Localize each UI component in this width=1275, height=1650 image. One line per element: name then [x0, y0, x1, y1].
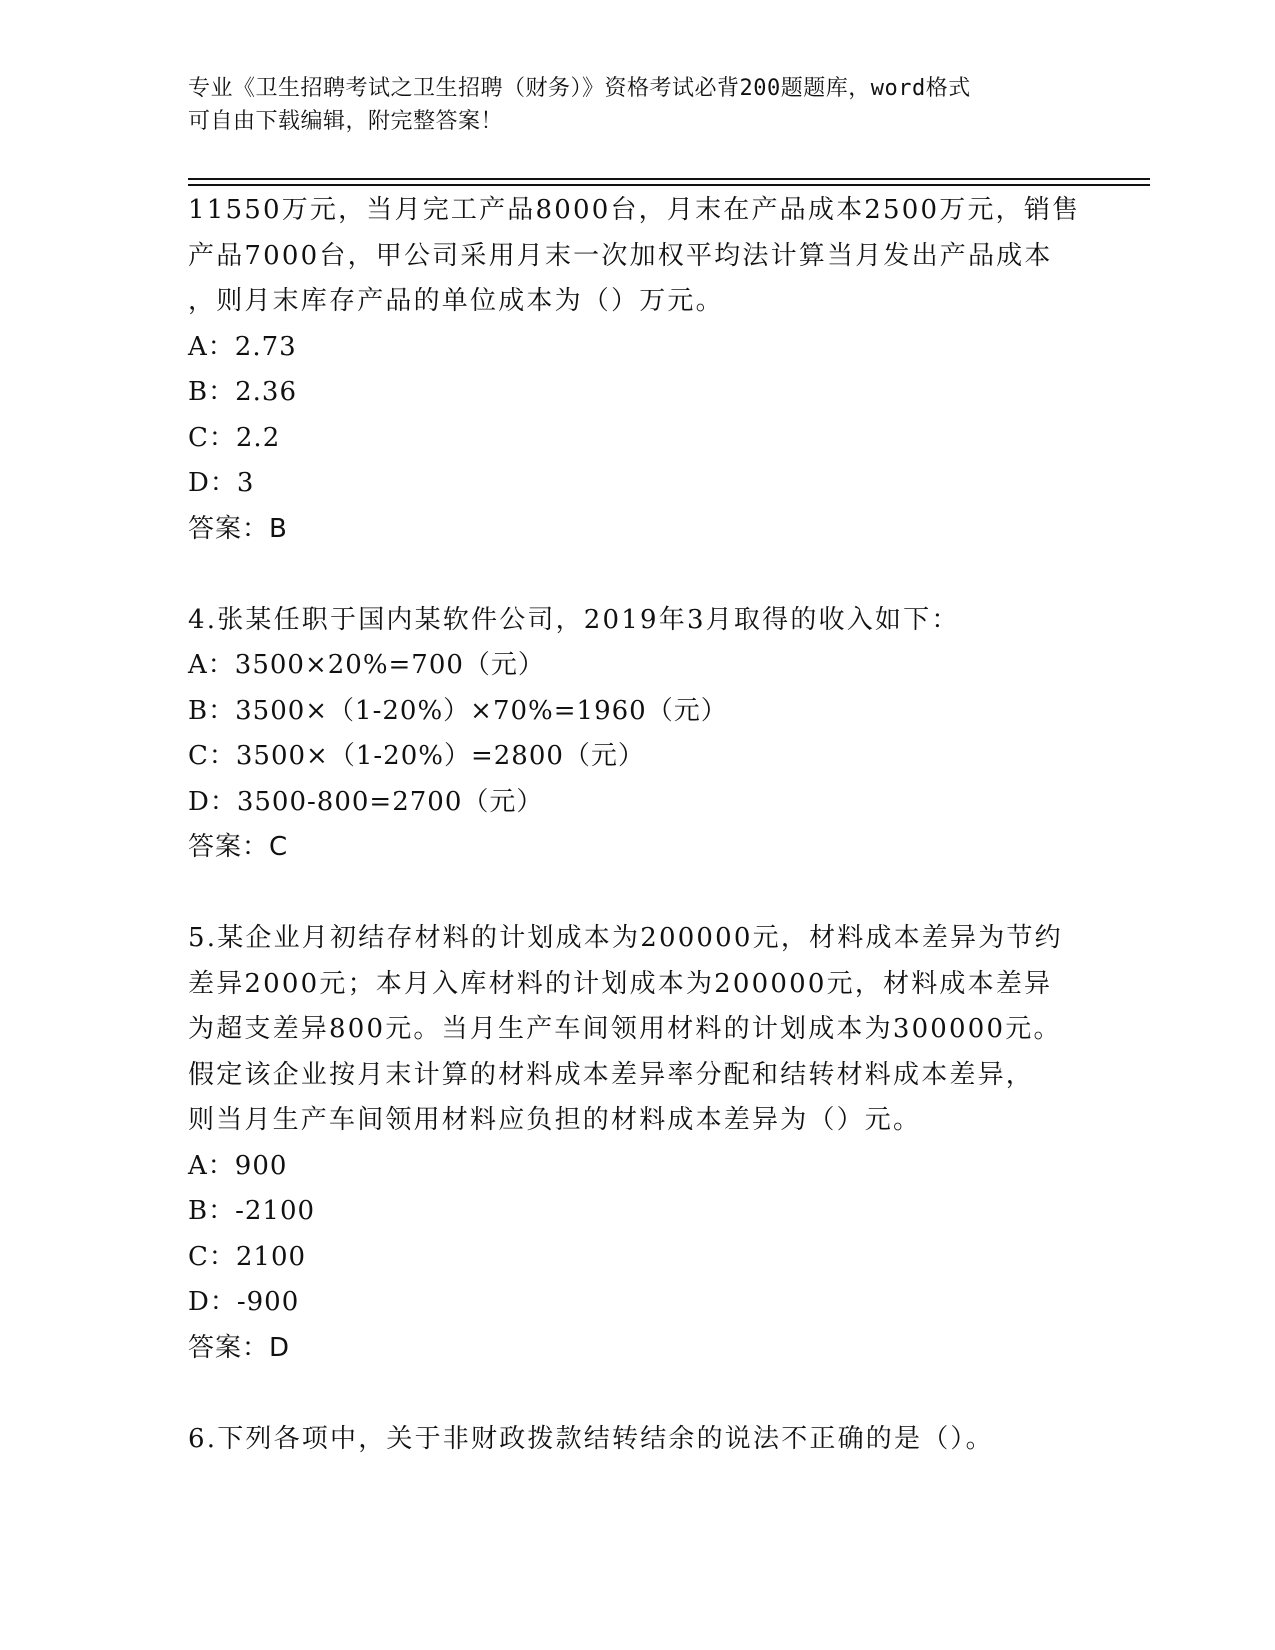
question-3-option-d: D：3 [188, 468, 255, 498]
question-5-text-line-3: 为超支差异800元。当月生产车间领用材料的计划成本为300000元。 [188, 1014, 1062, 1044]
question-5-text-line-4: 假定该企业按月末计算的材料成本差异率分配和结转材料成本差异， [188, 1059, 1035, 1090]
question-3-option-b: B：2.36 [188, 377, 297, 407]
question-3-option-c: C：2.2 [188, 422, 281, 453]
question-4-text-line-1: 4.张某任职于国内某软件公司，2019年3月取得的收入如下： [188, 604, 960, 635]
header-line-2: 可自由下载编辑，附完整答案！ [188, 109, 504, 134]
question-4-answer: 答案：C [188, 832, 289, 862]
question-3-text-line-1: 11550万元，当月完工产品8000台，月末在产品成本2500万元，销售 [188, 195, 1081, 225]
question-3-option-a: A：2.73 [188, 331, 297, 362]
question-4-option-a: A：3500×20%=700（元） [188, 650, 545, 680]
question-4-option-d: D：3500-800=2700（元） [188, 786, 544, 817]
question-content [188, 188, 1108, 1462]
header-rule-bottom [188, 184, 1150, 186]
document-header [188, 72, 1088, 138]
question-3-text-line-3: ，则月末库存产品的单位成本为（）万元。 [188, 286, 724, 316]
question-5-option-b: B：-2100 [188, 1196, 316, 1226]
question-5-text-line-2: 差异2000元；本月入库材料的计划成本为200000元，材料成本差异 [188, 968, 1053, 999]
question-5-answer: 答案：D [188, 1332, 291, 1363]
spacer [188, 871, 1108, 917]
spacer [188, 552, 1108, 598]
question-5-text-line-1: 5.某企业月初结存材料的计划成本为200000元，材料成本差异为节约 [188, 923, 1063, 953]
question-5-option-c: C：2100 [188, 1241, 307, 1272]
question-3-answer: 答案：B [188, 513, 288, 544]
header-line-1: 专业《卫生招聘考试之卫生招聘（财务）》资格考试必背200题题库，word格式 [188, 76, 971, 101]
question-5-option-a: A：900 [188, 1150, 288, 1181]
header-rule-top [188, 178, 1150, 180]
question-6 [188, 1417, 1108, 1463]
question-4-option-c: C：3500×（1-20%）=2800（元） [188, 741, 645, 771]
question-4-option-b: B：3500×（1-20%）×70%=1960（元） [188, 695, 728, 726]
question-4 [188, 598, 1108, 871]
question-5-option-d: D：-900 [188, 1287, 300, 1317]
question-5-text-line-5: 则当月生产车间领用材料应负担的材料成本差异为（）元。 [188, 1105, 922, 1135]
spacer [188, 1371, 1108, 1417]
question-3-text-line-2: 产品7000台，甲公司采用月末一次加权平均法计算当月发出产品成本 [188, 240, 1053, 271]
question-5 [188, 916, 1108, 1371]
question-3 [188, 188, 1108, 552]
question-6-text-line-1: 6.下列各项中，关于非财政拨款结转结余的说法不正确的是（）。 [188, 1423, 994, 1454]
